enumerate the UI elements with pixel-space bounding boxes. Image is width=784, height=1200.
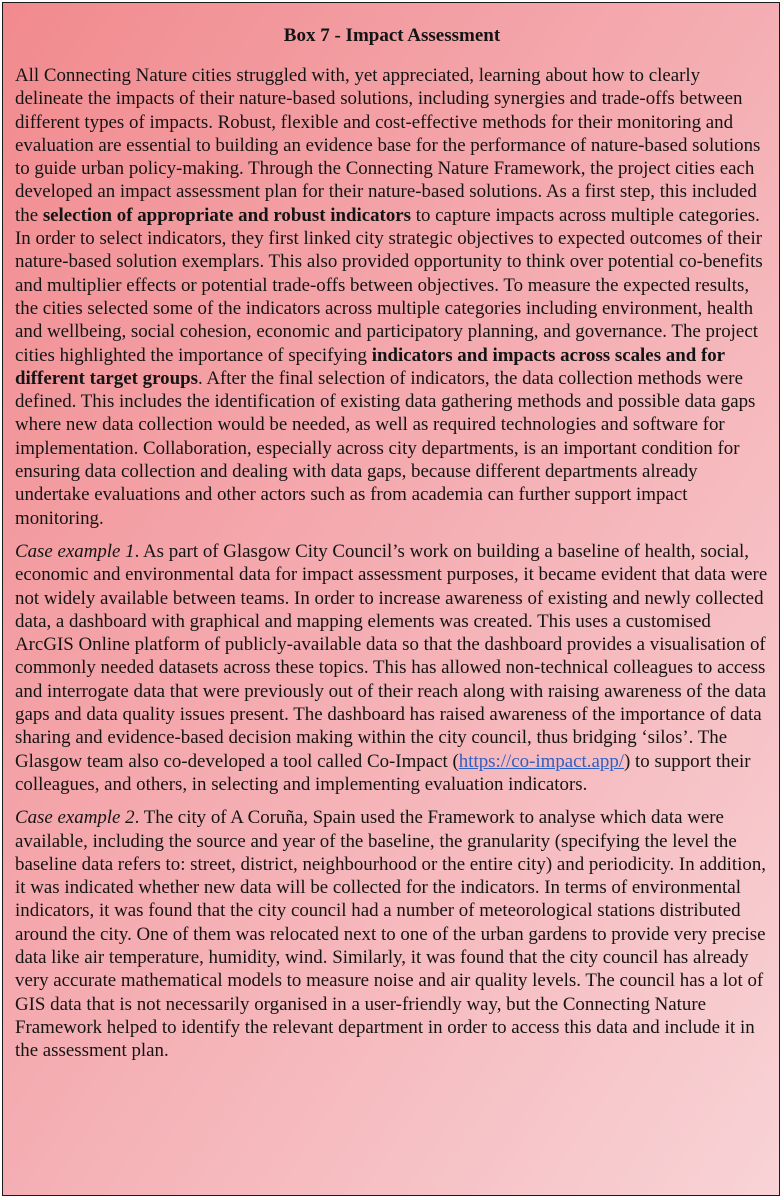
case-example-2-paragraph xyxy=(15,806,769,1062)
case-example-1-paragraph xyxy=(15,540,769,796)
impact-assessment-box xyxy=(2,2,780,1196)
intro-bold-scales: indicators and impacts across scales and for different target groups xyxy=(15,344,725,389)
box-title: Box 7 - Impact Assessment xyxy=(283,25,501,46)
case-example-2-text: . The city of A Coruña, Spain used the Framework to analyse which data were available, including the source and year of the baseline, the granularity (specifying the level the baseline data refers to: street, district, neighbourhood or the entire city) and periodicity. In addition, it was indicated whether new data will be collected for the indicators. In terms of environmental indicators, it was found that the city council had a number of meteorological stations distributed around the city. One of them was relocated next to one of the urban gardens to provide very precise data like air temperature, humidity, wind. Similarly, it was found that the city council has already very accurate mathematical models to measure noise and air quality levels. The council has a lot of GIS data that is not necessarily organised in a user-friendly way, but the Connecting Nature Framework helped to identify the relevant department in order to access this data and include it in the assessment plan. xyxy=(15,807,767,1062)
case-example-1-text-1: . As part of Glasgow City Council’s work on building a baseline of health, social, economic and environmental data for impact assessment purposes, it became evident that data were not widely available between teams. In order to increase awareness of existing and newly collected data, a dashboard with graphical and mapping elements was created. This uses a customised ArcGIS Online platform of publicly-available data so that the dashboard provides a visualisation of commonly needed datasets across these topics. This has allowed non-technical colleagues to access and interrogate data that were previously out of their reach along with raising awareness of the data gaps and data quality issues present. The dashboard has raised awareness of the importance of data sharing and evidence-based decision making within the city council, thus bridging ‘silos’. The Glasgow team also co-developed a tool called Co-Impact ( xyxy=(15,540,768,772)
intro-text-2: to capture impacts across multiple categories. In order to select indicators, they first linked city strategic objectives to expected outcomes of their nature-based solution exemplars. This also provided opportunity to think over potential co-benefits and multiplier effects or potential trade-offs between objectives. To measure the expected results, the cities selected some of the indicators across multiple categories including environment, health and wellbeing, social cohesion, economic and participatory planning, and governance. The project cities highlighted the importance of specifying xyxy=(15,204,763,366)
intro-text-3: . After the final selection of indicators, the data collection methods were defined. This includes the identification of existing data gathering methods and possible data gaps where new data collection would be needed, as well as required technologies and software for implementation. Collaboration, especially across city departments, is an important condition for ensuring data collection and dealing with data gaps, because different departments already undertake evaluations and other actors such as from academia can further support impact monitoring. xyxy=(15,367,756,529)
intro-bold-indicators: selection of appropriate and robust indicators xyxy=(42,204,412,226)
intro-paragraph xyxy=(15,64,769,530)
intro-text-1: All Connecting Nature cities struggled with, yet appreciated, learning about how to clearly delineate the impacts of their nature-based solutions, including synergies and trade-offs between different types of impacts. Robust, flexible and cost-effective methods for their monitoring and evaluation are essential to building an evidence base for the performance of nature-based solutions to guide urban policy-making. Through the Connecting Nature Framework, the project cities each developed an impact assessment plan for their nature-based solutions. As a first step, this included the xyxy=(15,65,761,226)
case-example-1-text-2: ) to support their colleagues, and others, in selecting and implementing evaluation indicators. xyxy=(15,750,751,795)
co-impact-link[interactable]: https://co-impact.app/ xyxy=(458,750,625,772)
case-example-2-label: Case example 2 xyxy=(15,807,135,829)
case-example-1-label: Case example 1 xyxy=(15,540,135,562)
